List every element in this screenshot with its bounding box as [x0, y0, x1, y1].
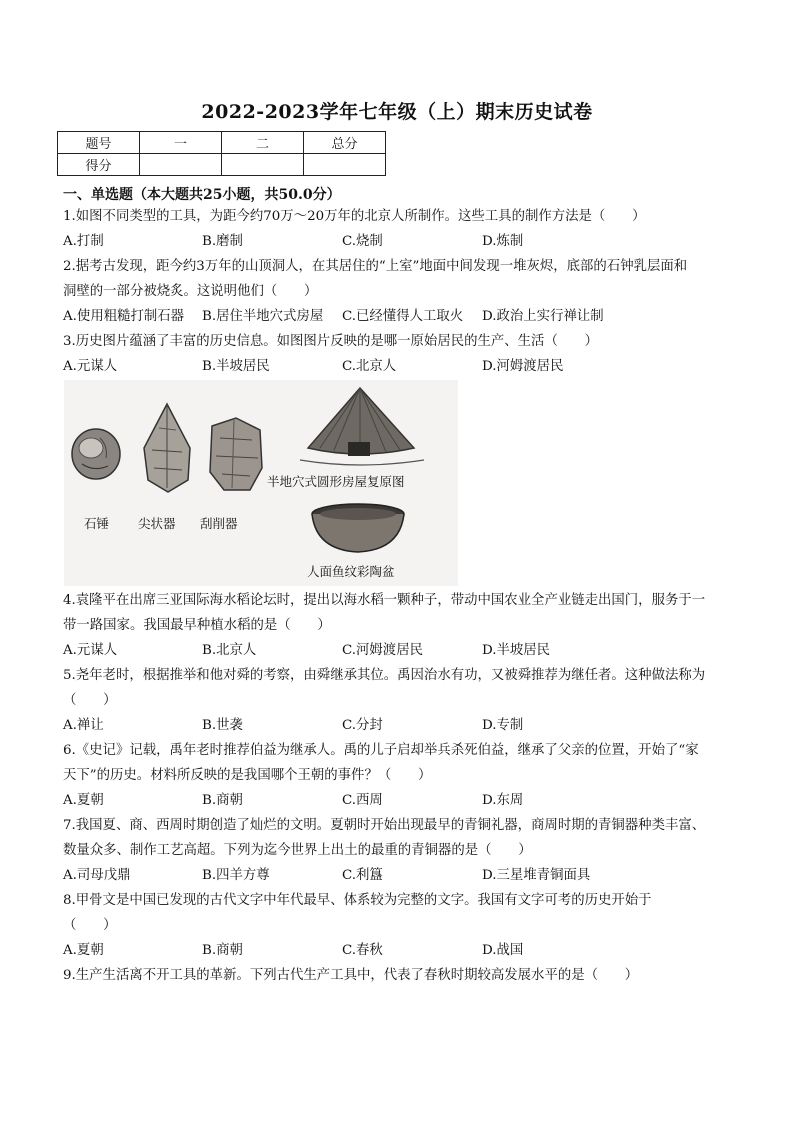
score-cell	[222, 154, 304, 176]
question-7-text: 7.我国夏、商、西周时期创造了灿烂的文明。夏朝时开始出现最早的青铜礼器，商周时期的青铜器种类丰富、	[63, 818, 706, 833]
question-4-options	[63, 641, 743, 661]
question-5-text: 5.尧年老时，根据推举和他对舜的考察，由舜继承其位。禹因治水有功，又被舜推荐为继任者。这种做法称为	[63, 668, 706, 683]
tool-label: 石锤	[84, 516, 110, 531]
option-c[interactable]: C.西周	[342, 793, 383, 808]
stone-hammer-image	[72, 429, 120, 479]
score-table-header-row	[58, 132, 386, 154]
score-row-label: 得分	[58, 154, 140, 176]
option-b[interactable]: B.半坡居民	[202, 359, 270, 374]
score-header-cell: 一	[140, 132, 222, 154]
option-d[interactable]: D.专制	[482, 718, 524, 733]
option-b[interactable]: B.世袭	[202, 718, 243, 733]
question-5-options	[63, 716, 743, 736]
option-c[interactable]: C.已经懂得人工取火	[342, 309, 464, 324]
option-d[interactable]: D.政治上实行禅让制	[482, 309, 604, 324]
question-6-options	[63, 791, 743, 811]
option-c[interactable]: C.北京人	[342, 359, 397, 374]
round-house-image	[300, 388, 424, 465]
option-b[interactable]: B.商朝	[202, 943, 243, 958]
score-header-cell: 题号	[58, 132, 140, 154]
option-a[interactable]: A.夏朝	[63, 943, 104, 958]
question-8-options	[63, 941, 743, 961]
option-b[interactable]: B.四羊方尊	[202, 868, 270, 883]
question-2-options	[63, 307, 743, 327]
figure-drawing	[64, 380, 458, 586]
question-7-text: 数量众多、制作工艺高超。下列为迄今世界上出土的最重的青铜器的是（ ）	[63, 843, 532, 858]
option-a[interactable]: A.司母戊鼎	[63, 868, 131, 883]
option-d[interactable]: D.战国	[482, 943, 524, 958]
option-c[interactable]: C.烧制	[342, 234, 383, 249]
question-8-text: 8.甲骨文是中国已发现的古代文字中年代最早、体系较为完整的文字。我国有文字可考的历史开始于	[63, 893, 652, 908]
question-5-text: （ ）	[63, 693, 117, 708]
question-7-options	[63, 866, 743, 886]
painted-pot-image	[312, 504, 404, 552]
question-8-text: （ ）	[63, 918, 117, 933]
option-a[interactable]: A.元谋人	[63, 643, 118, 658]
option-d[interactable]: D.炼制	[482, 234, 524, 249]
tool-label: 尖状器	[138, 516, 176, 531]
pot-caption: 人面鱼纹彩陶盆	[307, 564, 395, 579]
scraper-image	[210, 418, 262, 490]
score-table	[57, 131, 386, 176]
option-c[interactable]: C.分封	[342, 718, 383, 733]
question-3-options	[63, 357, 743, 377]
option-c[interactable]: C.利簋	[342, 868, 383, 883]
section-heading: 一、单选题（本大题共25小题，共50.0分）	[63, 187, 341, 203]
option-d[interactable]: D.河姆渡居民	[482, 359, 564, 374]
pointed-tool-image	[144, 404, 190, 492]
option-a[interactable]: A.打制	[63, 234, 104, 249]
question-2-text: 洞壁的一部分被烧炙。这说明他们（ ）	[63, 284, 318, 299]
option-d[interactable]: D.三星堆青铜面具	[482, 868, 591, 883]
option-a[interactable]: A.元谋人	[63, 359, 118, 374]
house-caption: 半地穴式圆形房屋复原图	[267, 474, 405, 489]
score-header-cell: 二	[222, 132, 304, 154]
option-c[interactable]: C.河姆渡居民	[342, 643, 423, 658]
option-b[interactable]: B.居住半地穴式房屋	[202, 309, 324, 324]
question-1-text: 1.如图不同类型的工具，为距今约70万～20万年的北京人所制作。这些工具的制作方法是（ ）	[63, 209, 646, 224]
question-9-text: 9.生产生活离不开工具的革新。下列古代生产工具中，代表了春秋时期较高发展水平的是（ ）	[63, 968, 639, 983]
option-a[interactable]: A.使用粗糙打制石器	[63, 309, 185, 324]
option-d[interactable]: D.东周	[482, 793, 524, 808]
option-b[interactable]: B.商朝	[202, 793, 243, 808]
question-3-figure	[64, 380, 458, 586]
exam-title: 2022-2023学年七年级（上）期末历史试卷	[201, 101, 593, 123]
option-b[interactable]: B.北京人	[202, 643, 257, 658]
score-header-cell: 总分	[304, 132, 386, 154]
question-4-text: 4.袁隆平在出席三亚国际海水稻论坛时，提出以海水稻一颗种子，带动中国农业全产业链走出国门，服务于一	[63, 593, 706, 608]
tool-label: 刮削器	[200, 516, 238, 531]
question-1-options	[63, 232, 743, 252]
question-6-text: 6.《史记》记载，禹年老时推荐伯益为继承人。禹的儿子启却举兵杀死伯益，继承了父亲的位置，开始了“家	[63, 743, 699, 758]
option-d[interactable]: D.半坡居民	[482, 643, 551, 658]
question-4-text: 带一路国家。我国最早种植水稻的是（ ）	[63, 618, 331, 633]
option-a[interactable]: A.禅让	[63, 718, 104, 733]
option-a[interactable]: A.夏朝	[63, 793, 104, 808]
question-3-text: 3.历史图片蕴涵了丰富的历史信息。如图图片反映的是哪一原始居民的生产、生活（ ）	[63, 334, 599, 349]
score-cell	[140, 154, 222, 176]
option-b[interactable]: B.磨制	[202, 234, 243, 249]
score-cell	[304, 154, 386, 176]
score-table-score-row	[58, 154, 386, 176]
option-c[interactable]: C.春秋	[342, 943, 383, 958]
question-6-text: 天下”的历史。材料所反映的是我国哪个王朝的事件？（ ）	[63, 768, 432, 783]
question-2-text: 2.据考古发现，距今约3万年的山顶洞人，在其居住的“上室”地面中间发现一堆灰烬，底部的石钟乳层面和	[63, 259, 688, 274]
